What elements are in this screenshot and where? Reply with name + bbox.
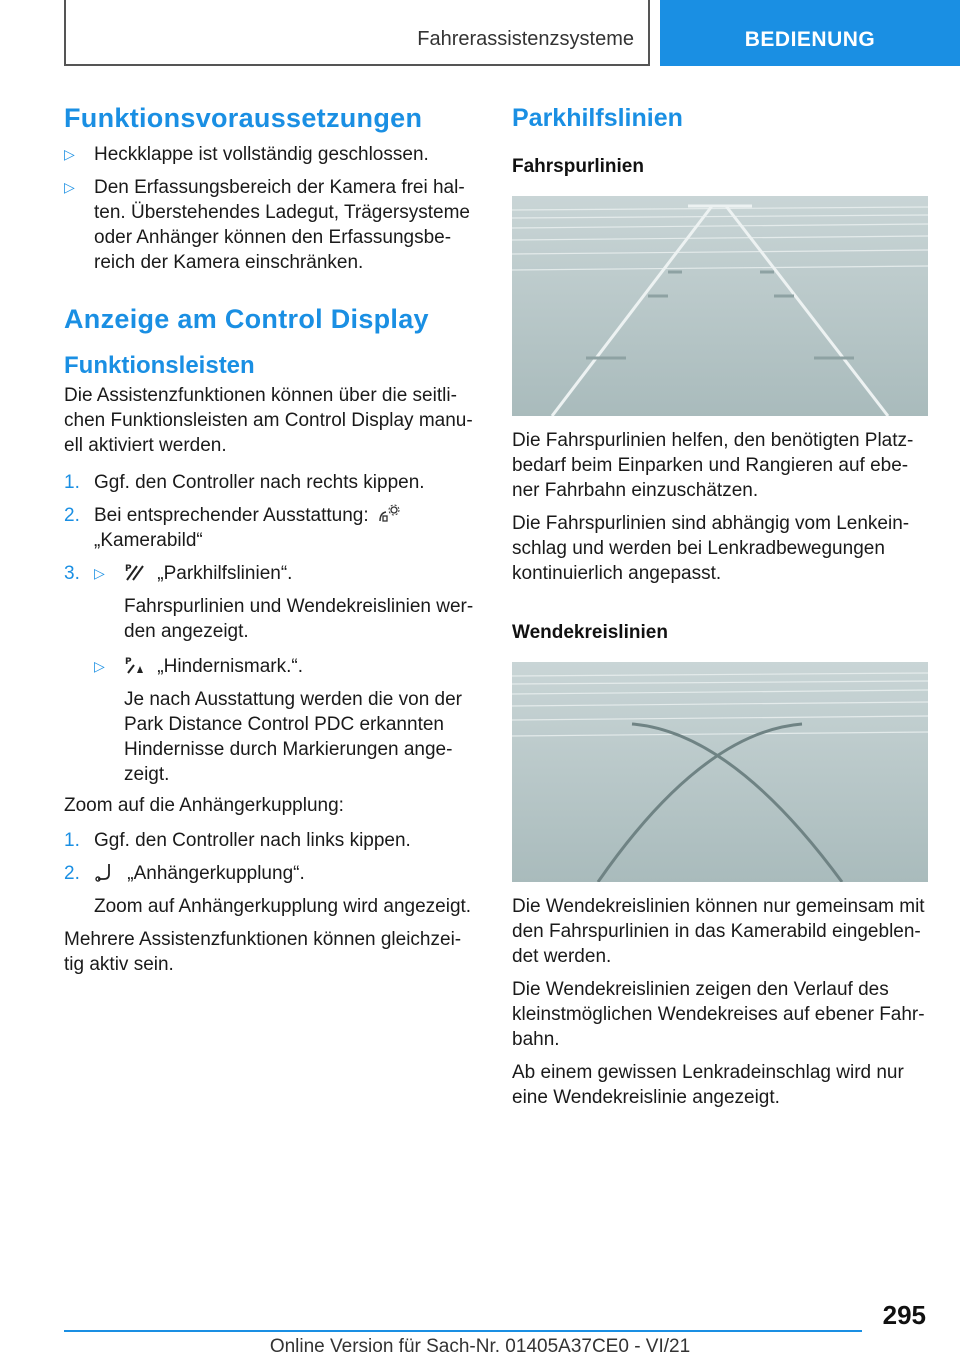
sub-item-parkhilfslinien: ▷ P „Parkhilfslinien“. Fahrspurlinien und Wendekreislinien wer-den angezeigt.: [94, 563, 474, 642]
lane-lines-paragraph-1: Die Fahrspurlinien helfen, den benötigten Platz-bedarf beim Einparken und Rangieren auf ebe-ner Fahrbahn einzuschätzen.: [512, 430, 914, 501]
intro-paragraph: Die Assistenzfunktionen können über die seitli-chen Funktionsleisten am Control Display manu-ell aktiviert werden.: [64, 385, 473, 456]
header-chapter-box: [660, 0, 960, 66]
turning-circle-paragraph-3: Ab einem gewissen Lenkradeinschlag wird nur eine Wendekreislinie angezeigt.: [512, 1062, 904, 1108]
heading-funktionsleisten: Funktionsleisten: [64, 352, 255, 379]
list-item: 1. Ggf. den Controller nach rechts kippen.: [64, 472, 425, 493]
list-item: ▷ Heckklappe ist vollständig geschlossen.: [64, 144, 429, 165]
triangle-bullet-icon: ▷: [94, 658, 105, 674]
list-item: ▷ Den Erfassungsbereich der Kamera frei hal-ten. Überstehendes Ladegut, Trägersysteme oder Anhänger können den Erfassungsbe-reich der Kamera einschränken.: [64, 177, 471, 273]
sub-item-hindernismarkierung: ▷ P „Hindernismark.“. Je nach Ausstattung werden die von der Park Distance Control PDC erkannten Hindernisse durch Markierungen ange-zeigt.: [94, 656, 463, 785]
page-number: 295: [882, 1300, 926, 1330]
header-section-box: [64, 0, 650, 66]
zoom-intro: Zoom auf die Anhängerkupplung:: [64, 795, 344, 816]
turning-circle-image: [512, 662, 928, 882]
right-column: [512, 100, 928, 1110]
camera-settings-icon: [378, 504, 400, 524]
outro-paragraph: Mehrere Assistenzfunktionen können gleichzei-tig aktiv sein.: [64, 929, 462, 975]
heading-anzeige-control-display: Anzeige am Control Display: [64, 304, 429, 334]
triangle-bullet-icon: ▷: [94, 565, 105, 581]
heading-fahrspurlinien: Fahrspurlinien: [512, 156, 644, 177]
triangle-bullet-icon: ▷: [64, 179, 75, 195]
requirements-list: [64, 142, 480, 275]
triangle-bullet-icon: ▷: [64, 146, 75, 162]
zoom-steps-list: [64, 828, 480, 919]
turning-circle-paragraph-2: Die Wendekreislinien zeigen den Verlauf des kleinstmöglichen Wendekreises auf ebener Fahr-bahn.: [512, 979, 925, 1050]
heading-parkhilfslinien: Parkhilfslinien: [512, 104, 683, 132]
svg-text:P: P: [125, 564, 132, 574]
list-item: 3. ▷ P „Parkhilfslinien“. Fahrspurlinien und Wendekreislinien wer-den angezeigt. ▷ P „Hindernismark.“. Je nach Ausstattung werden die von der Park Distance Control PDC erkannten Hindernisse durch Markierungen ange-zeigt.: [64, 561, 480, 787]
list-item: 2. Bei entsprechender Ausstattung: „Kamerabild“: [64, 503, 480, 553]
list-item: 2. „Anhängerkupplung“. Zoom auf Anhängerkupplung wird angezeigt.: [64, 863, 472, 917]
heading-wendekreislinien: Wendekreislinien: [512, 622, 668, 643]
turning-circle-paragraph-1: Die Wendekreislinien können nur gemeinsam mit den Fahrspurlinien in das Kamerabild eingeblen-det werden.: [512, 896, 925, 967]
heading-funktionsvoraussetzungen: Funktionsvoraussetzungen: [64, 103, 423, 133]
steps-list: [64, 470, 480, 787]
obstacle-marking-icon: [124, 655, 146, 675]
lane-lines-paragraph-2: Die Fahrspurlinien sind abhängig vom Lenkein-schlag und werden bei Lenkradbewegungen kontinuierlich angepasst.: [512, 513, 910, 584]
list-item: 1. Ggf. den Controller nach links kippen.: [64, 830, 411, 851]
parking-lines-icon: [124, 562, 146, 582]
footer-divider: [64, 1330, 862, 1332]
trailer-hitch-icon: [94, 862, 116, 882]
left-column: [64, 100, 480, 977]
header-chapter-title: BEDIENUNG: [744, 28, 876, 51]
svg-text:P: P: [125, 657, 132, 667]
lane-lines-image: [512, 196, 928, 416]
header-section-title: Fahrerassistenzsysteme: [417, 28, 634, 50]
footer-online-version: Online Version für Sach-Nr. 01405A37CE0 - VI/21: [269, 1336, 691, 1357]
